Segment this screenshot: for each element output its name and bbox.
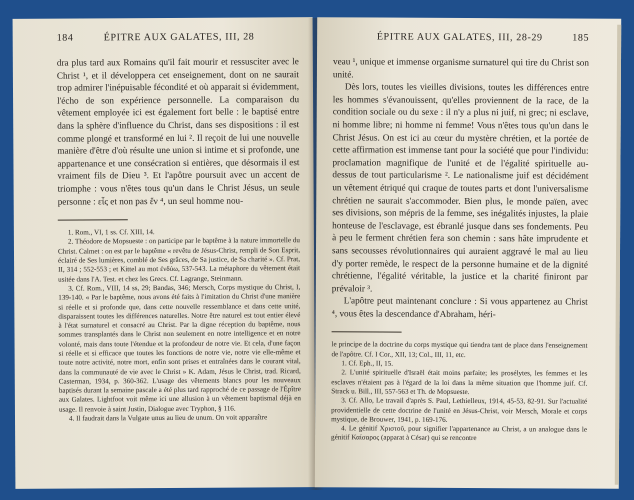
left-running-title: ÉPITRE AUX GALATES, III, 28 xyxy=(103,31,255,44)
right-page xyxy=(315,17,621,489)
left-running-head xyxy=(57,31,299,43)
footnote: 2. Théodore de Mopsueste : on participe par le baptême à la nature immortelle du Christ. Calmet : on est par le baptême « revêtu de Jésus-Christ, rempli de Son Esprit, éclairé de Ses lumières, comblé de Ses grâces, de Sa justice, de Sa charité ». Cf. Prat, II, 314 ; 552-553 ; et Kittel au mot ἐνδύω, 537-543. La métaphore du vêtement était usitée dans l'A. Test. et chez les Grecs. Cf. Lagrange, Steinmann. xyxy=(57,236,301,284)
footnote: 4. Il faudrait dans la Vulgate unus au lieu de unum. On voit apparaître xyxy=(68,413,268,423)
footnote: 3. Cf. Allo, Le travail d'après S. Paul, Lethielleux, 1914, 45-53, 82-91. Sur l'actualité providentielle de cette doctrine de l'unité en Jésus-Christ, voir Mersch, Morale et corps mystique, de Brouwer, 1941, p. 169-176. xyxy=(331,396,588,424)
footnote: 1. Rom., VI, 1 ss. Cf. XIII, 14. xyxy=(67,228,155,237)
right-running-head xyxy=(333,31,589,43)
paragraph: veau ¹, unique et immense organisme surnaturel qui tire du Christ son unité. xyxy=(332,56,590,79)
open-book xyxy=(14,18,622,492)
paragraph: Dès lors, toutes les vieilles divisions, toutes les différences entre les hommes s'évanouissent, qu'elles proviennent de la race, de la condition sociale ou du sexe : il n'y a plus ni juif, ni grec; ni esclave, ni homme libre; ni homme ni femme! Vous n'êtes tous qu'un dans le Christ Jésus. On est ici au cœur du mystère chrétien, et la portée de cette affirmation est immense tant pour la société que pour l'individu: proclamation magnifique de l'unité et de l'égalité spirituelle au-dessus de tout particularisme ². Le nationalisme juif est décidément un vêtement étriqué qui craque de toutes parts et dont l'universalisme chrétien ne saurait s'accommoder. Bien plus, le monde païen, avec ses divisions, son mépris de la femme, ses inégalités injustes, la plaie honteuse de l'esclavage, est ébranlé jusque dans ses fondements. Peu à peu le ferment chrétien fera son chemin : sans hâte imprudente et sans secousses révolutionnaires qui auraient aggravé le mal au lieu d'y porter remède, le respect de la personne humaine et de la dignité chrétienne, l'égalité véritable, la justice et la charité finiront par prévaloir ³. xyxy=(331,81,589,294)
left-page-number: 184 xyxy=(56,32,74,44)
footnote-rule xyxy=(332,332,402,333)
page-edge xyxy=(615,25,621,485)
right-body-text xyxy=(332,55,589,321)
footnote-rule xyxy=(58,219,128,220)
left-footnotes xyxy=(58,227,301,424)
right-footnotes xyxy=(331,341,588,445)
footnote: le principe de la doctrine du corps mystique qui tiendra tant de place dans l'enseignement de l'apôtre. Cf. I Cor., XII, 13; Col., III, 11, etc. xyxy=(331,340,588,359)
left-page xyxy=(13,17,316,489)
right-page-number: 185 xyxy=(572,32,590,44)
footnote: 4. Le génitif Χριστοῦ, pour signifier l'appartenance au Christ, a un analogue dans le génitif Καίσαρος (apparat à César) qui se rencontre xyxy=(331,424,588,443)
footnote: 1. Cf. Eph., II, 15. xyxy=(341,359,394,368)
paragraph: L'apôtre peut maintenant conclure : Si vous appartenez au Christ ⁴, vous êtes la descendance d'Abraham, héri- xyxy=(331,295,588,320)
right-running-title: ÉPITRE AUX GALATES, III, 28-29 xyxy=(376,31,543,44)
left-body-text xyxy=(57,55,300,208)
footnote: 3. Cf. Rom., VIII, 14 ss, 29; Bandas, 346; Mersch, Corps mystique du Christ, I, 139-140. « Par le baptême, nous avons été faits à l'imitation du Christ d'une manière si réelle et si profonde que, dans cette nouvelle ressemblance et dans cette unité, disparaissent toutes les différences naturelles. Notre être naturel est tout entier élevé à l'état surnaturel et consacré au Christ. Par la digne réception du baptême, nous sommes transplantés dans le Christ non seulement en notre intelligence et en notre volonté, mais dans toute l'étendue et la profondeur de notre vie. Et cela, d'une façon si réelle et si efficace que toutes les fonctions de notre vie, notre vie elle-même et toute notre activité, notre mort, enfin sont prises et entraînées dans le courant vital, dans la communauté de vie avec le Christ » K. Adam, Jésus le Christ, trad. Ricard, Casterman, 1934, p. 360-362. L'usage des vêtements blancs pour les nouveaux baptisés durant la semaine pascale a été plus tard rapproché de ce passage de l'Épître aux Galates. Lightfoot voit même ici une allusion à un vêtement baptismal déjà en usage. Il renvoie à saint Justin, Dialogue avec Tryphon, § 116. xyxy=(58,283,301,414)
paragraph: dra plus tard aux Romains qu'il fait mourir et ressusciter avec le Christ ¹, et il développera cet enseignement, dont on ne saurait trop admirer l'inépuisable fécondité et où apparait si évidemment, l'écho de son expérience personnelle. La comparaison du vêtement employée ici est également fort belle : le baptisé entre dans la sphère d'influence du Christ, dans ses dispositions : il est comme plongé et transformé en lui ². Il reçoit de lui une nouvelle manière d'être d'où résulte une union si intime et si profonde, une appartenance et une consécration si entières, que désormais il est vraiment fils de Dieu ³. Et l'apôtre poursuit avec un accent de triomphe : vous n'êtes tous qu'un dans le Christ Jésus, un seule personne : εἷς et non pas ἕν ⁴, un seul homme nou- xyxy=(56,56,300,207)
footnote: 2. L'unité spirituelle d'Israël était moins parfaite; les prosélytes, les femmes et les esclaves n'étaient pas à l'égard de la loi dans la même situation que l'homme juif. Cf. Strack u. Bill., III, 557-563 et Th. de Mopsueste. xyxy=(331,368,588,396)
